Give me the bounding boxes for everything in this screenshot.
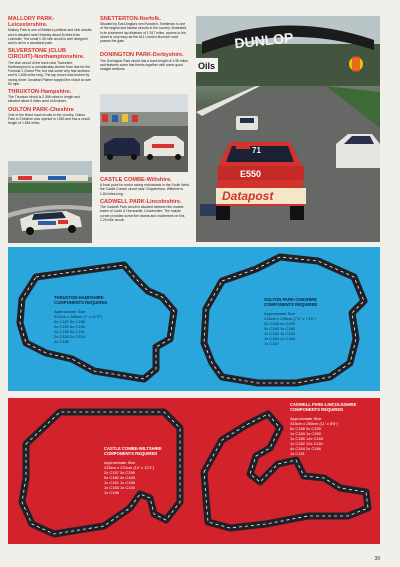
silverstone-title: SILVERSTONE (CLUB CIRCUIT)-Northamptonshire. [8,48,85,61]
dunlop-sign: DUNLOP [233,29,295,52]
race-photo-middle [100,94,188,172]
castle-comp-5: 1x C156 [104,489,119,495]
snetterton-title: SNETTERTON-Norfolk. [100,16,161,22]
oulton-components-title: OULTON PARK-CHESHIRE COMPONENTS REQUIRED [264,297,318,308]
thruxton-comp-5: 4x C155 [54,338,69,344]
castle-body: A focal point for motor racing enthusiasts in the South West, the Castle Combe circuit near Chippenham, Wiltshire is 1.84 miles long. [100,183,190,196]
thruxton-size-label: Approximate Size [54,308,86,314]
text-column-middle [100,16,188,74]
castle-components-label [104,446,178,495]
castle-comp-1: 2x C157 3x C159 [104,469,135,475]
datapost-sign: Datapost [222,189,274,203]
oulton-body: One of the finest road circuits in the country, Oulton Park in Cheshire was opened in 1953 and has a circuit length of 1.654 miles. [8,112,90,126]
castle-comp-4: 1x C153 1x C154 [104,484,135,490]
oulton-comp-3: 1x C162 1x C153 [264,330,295,336]
mallory-title: MALLORY PARK-Leicestershire. [8,16,55,29]
race-photo-main [196,16,380,242]
cadwell-comp-3: 1x C185 14x C160 [290,435,324,441]
cadwell-title: CADWELL PARK-Lincolnshire. [100,198,182,205]
castle-size: 315cm x 370cm (10' x 12'1") [104,464,155,470]
thruxton-comp-3: 1x C165 6x C151 [54,328,85,334]
castle-comp-3: 1x C161 1x C185 [104,479,135,485]
thruxton-components-title: THRUXTON-HAMPSHIRE COMPONENTS REQUIRED [54,295,108,306]
cadwell-size: 333cm x 260cm (11' x 8'6") [290,420,338,426]
oulton-comp-5: 1x C157 [264,340,279,346]
oulton-comp-4: 1x C164 1x C154 [264,335,295,341]
race-photo-left [8,161,92,243]
oulton-size-label: Approximate Size [264,310,296,316]
cadwell-components-label [290,402,374,456]
donington-title: DONINGTON PARK-Derbyshire. [100,52,184,59]
castle-title: CASTLE COMBE-Wiltshire. [100,177,172,183]
text-column-left [8,16,92,129]
castle-size-label: Approximate Size [104,459,136,465]
oulton-comp-2: 9x C160 1x C185 [264,325,295,331]
cadwell-size-label: Approximate Size [290,415,322,421]
snetterton-body: Situated by East Anglia's next Norwich, Snetterton is one of the largest and fastest circuits in the country. Illustrated in its shortened lap distance of 1.917 miles, access to the circuit is very easy as the A11 London-Norwich road passes the gate. [100,22,187,44]
cadwell-comp-2: 1x C163 1x C160 [290,430,321,436]
oulton-title: OULTON PARK-Cheshire [8,106,74,113]
thruxton-components-label [54,295,134,344]
donington-body: The Donington Park circuit has a track length of 1.95 miles and features some fast bends together with some good straight sections. [100,58,188,72]
red-layout-panel [8,398,380,544]
car-number: 71 [252,146,261,155]
cadwell-comp-5: 4x C154 2x C156 [290,445,321,451]
silverstone-body: The club circuit of the track near Towcester, Northampton is a considerably shorter than that for the Formula 1 Grand Prix, but has some very fast sections and is 1.608 miles long. The lap record was broken by racing driver Jonathan Palmer topped the circuit at over 83 mph. [8,60,92,86]
thruxton-body: The Thruxton circuit is 2.356 miles in length and situated about 5 miles west of Andover. [8,95,80,104]
castle-components-title: CASTLE COMBE-WILTSHIRE COMPONENTS REQUIRED [104,446,162,457]
cadwell-body: The Cadwell Park circuit is situated between the market towns of Louth & Horncastle, Lincolnshire. The hairpin corner provides some fine drama and excitement on this 2.25 mile circuit. [100,205,185,222]
oulton-components-label [264,297,348,346]
oils-sign: Oils [198,61,216,71]
thruxton-comp-4: 2x C153 2x C154 [54,333,85,339]
cadwell-comp-4: 1x C162 12x C151 [290,440,324,446]
text-column-middle-lower [100,177,190,225]
thruxton-size: 232cm x 368cm (7' x 11'3") [54,313,102,319]
thruxton-comp-1: 2x C187 5x C158 [54,318,85,324]
cadwell-components-title: CADWELL PARK-LINCOLNSHIRE COMPONENTS REQUIRED [290,402,357,413]
mallory-body: Mallory Park is one of Britain's prettiest and club circuits and is situated near Hinckley about 8 miles from Leicester. The small 1.35 mile circuit is well designed and is set in a woodland park. [8,28,92,46]
page-number: 39 [374,556,380,562]
oulton-comp-1: 3x C158 4x C159 [264,320,295,326]
blue-layout-panel [8,247,380,391]
cadwell-comp-6: 1x C151 [290,450,305,456]
thruxton-comp-2: 2x C159 8x C150 [54,323,85,329]
car-plate: E550 [240,169,262,179]
oulton-size: 218cm x 238cm (7'2" x 7'10") [264,315,316,321]
thruxton-title: THRUXTON-Hampshire. [8,89,72,96]
castle-comp-2: 9x C160 4x C163 [104,474,135,480]
cadwell-comp-1: 5x C158 9x C159 [290,425,321,431]
